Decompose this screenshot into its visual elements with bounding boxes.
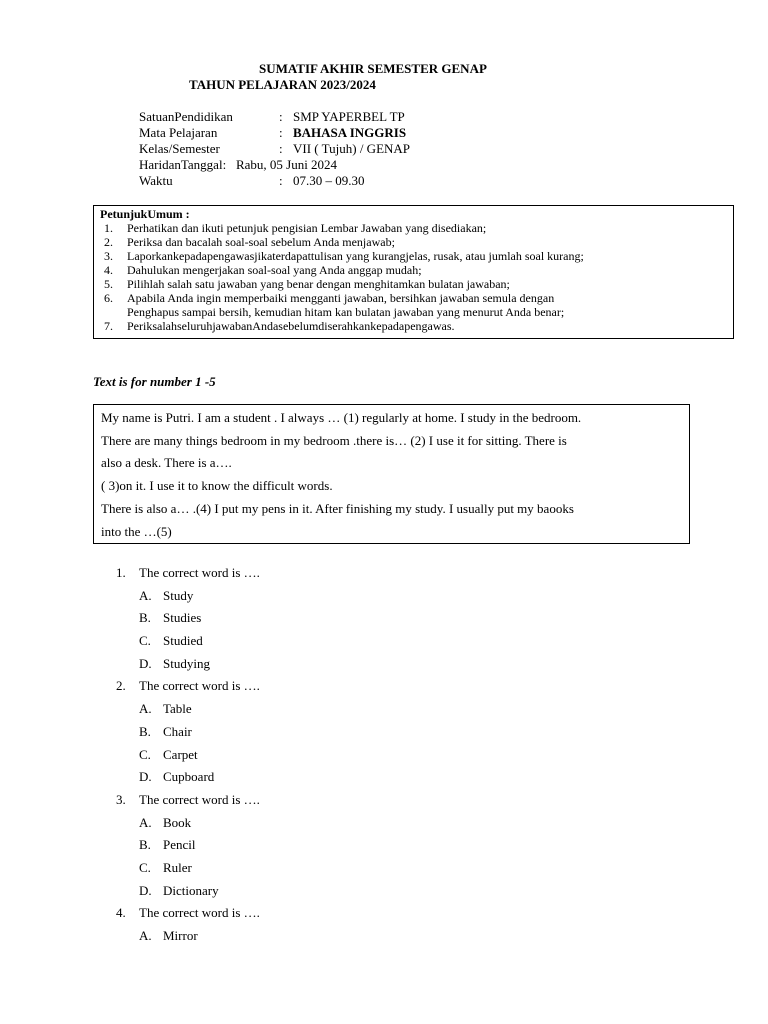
- instruction-number: 4.: [104, 263, 113, 277]
- passage-line: There are many things bedroom in my bedroom .there is… (2) I use it for sitting. There is: [101, 432, 567, 448]
- instruction-number: 5.: [104, 277, 113, 291]
- info-value: VII ( Tujuh) / GENAP: [293, 141, 411, 156]
- instruction-item: [100, 277, 733, 291]
- section-heading: Text is for number 1 -5: [93, 374, 216, 389]
- passage-line: ( 3)on it. I use it to know the difficult words.: [101, 478, 333, 494]
- passage-line: into the …(5): [101, 523, 172, 539]
- instruction-text: Apabila Anda ingin memperbaiki mengganti jawaban, bersihkan jawaban semula dengan: [127, 291, 555, 305]
- info-label: Mata Pelajaran: [139, 125, 218, 140]
- passage-line: My name is Putri. I am a student . I always … (1) regularly at home. I study in the bedroom.: [101, 410, 582, 425]
- info-value: 07.30 – 09.30: [293, 173, 365, 188]
- option-text: Table: [163, 701, 192, 717]
- option-letter: D.: [139, 882, 152, 898]
- option-letter: A.: [139, 928, 152, 943]
- question-text: The correct word is ….: [139, 678, 260, 694]
- question-number: 3.: [116, 791, 126, 807]
- info-row-school: [139, 109, 405, 125]
- info-colon: :: [279, 141, 283, 156]
- option-letter: D.: [139, 655, 152, 671]
- passage-line: also a desk. There is a….: [101, 455, 232, 471]
- option-text: Carpet: [163, 746, 198, 762]
- info-label: HaridanTanggal: [139, 157, 223, 172]
- option-letter: A.: [139, 814, 152, 830]
- exam-title: SUMATIF AKHIR SEMESTER GENAP: [259, 61, 487, 76]
- info-colon: :: [279, 173, 283, 188]
- instruction-number: 3.: [104, 249, 113, 263]
- info-row-time: [139, 173, 365, 189]
- reading-passage-box: [93, 404, 690, 544]
- option-letter: A.: [139, 587, 152, 603]
- option-letter: A.: [139, 701, 152, 717]
- option-text: Chair: [163, 723, 192, 739]
- info-row-class: [139, 141, 411, 157]
- instructions-list: [100, 221, 733, 333]
- option-text: Cupboard: [163, 769, 215, 785]
- option-letter: C.: [139, 746, 151, 762]
- option-text: Studying: [163, 655, 210, 671]
- instruction-text: Penghapus sampai bersih, kemudian hitam kan bulatan jawaban yang menurut Anda benar;: [127, 305, 565, 319]
- option-text: Pencil: [163, 837, 196, 853]
- option-text: Studied: [163, 633, 203, 649]
- info-value: Rabu, 05 Juni 2024: [235, 157, 338, 172]
- option-letter: B.: [139, 837, 151, 853]
- exam-info: [139, 109, 411, 189]
- instruction-text: PeriksalahseluruhjawabanAndasebelumdiserahkankepadapengawas.: [127, 319, 455, 333]
- instruction-item: [100, 263, 733, 277]
- exam-subtitle: TAHUN PELAJARAN 2023/2024: [189, 77, 376, 92]
- info-colon: :: [279, 125, 283, 140]
- info-row-date: [139, 157, 337, 173]
- option-text: Book: [163, 814, 192, 830]
- info-value: SMP YAPERBEL TP: [293, 109, 405, 124]
- instruction-text: Laporkankepadapengawasjikaterdapattulisan yang kurangjelas, rusak, atau jumlah soal kurang;: [127, 249, 584, 263]
- question-number: 4.: [116, 905, 126, 921]
- instruction-number: 1.: [104, 221, 113, 235]
- option-text: Study: [163, 587, 194, 603]
- instructions-heading: PetunjukUmum :: [100, 207, 190, 221]
- general-instructions-box: [93, 205, 734, 339]
- instruction-item: [100, 319, 733, 333]
- question-number: 1.: [116, 565, 126, 580]
- info-row-subject: [139, 125, 407, 141]
- info-colon: :: [222, 157, 227, 172]
- instruction-text: Dahulukan mengerjakan soal-soal yang Anda anggap mudah;: [127, 263, 422, 277]
- instruction-number: 6.: [104, 291, 113, 305]
- instruction-number: 7.: [104, 319, 113, 333]
- instruction-number: 2.: [104, 235, 113, 249]
- option-letter: C.: [139, 859, 151, 875]
- info-label: Kelas/Semester: [139, 141, 220, 156]
- instruction-text: Pilihlah salah satu jawaban yang benar dengan menghitamkan bulatan jawaban;: [127, 277, 510, 291]
- option-letter: D.: [139, 769, 152, 785]
- passage-line: There is also a… .(4) I put my pens in it. After finishing my study. I usually put my baooks: [101, 500, 574, 516]
- info-label: SatuanPendidikan: [139, 109, 233, 124]
- instruction-item: [100, 221, 733, 235]
- instruction-item: [100, 235, 733, 249]
- info-label: Waktu: [139, 173, 173, 188]
- info-value: BAHASA INGGRIS: [293, 125, 407, 140]
- option-text: Dictionary: [163, 882, 219, 898]
- option-letter: B.: [139, 723, 151, 739]
- option-letter: B.: [139, 610, 151, 626]
- question-text: The correct word is ….: [139, 565, 260, 580]
- question-text: The correct word is ….: [139, 905, 260, 921]
- option-text: Mirror: [163, 928, 198, 943]
- question-text: The correct word is ….: [139, 791, 260, 807]
- instruction-item: [100, 291, 733, 305]
- instruction-text: Periksa dan bacalah soal-soal sebelum Anda menjawab;: [127, 235, 395, 249]
- instruction-item: [100, 249, 733, 263]
- info-colon: :: [279, 109, 283, 124]
- option-letter: C.: [139, 633, 151, 649]
- option-text: Ruler: [163, 859, 192, 875]
- option-text: Studies: [163, 610, 202, 626]
- instruction-text: Perhatikan dan ikuti petunjuk pengisian Lembar Jawaban yang disediakan;: [127, 221, 487, 235]
- question-number: 2.: [116, 678, 126, 694]
- instruction-item: [100, 305, 733, 319]
